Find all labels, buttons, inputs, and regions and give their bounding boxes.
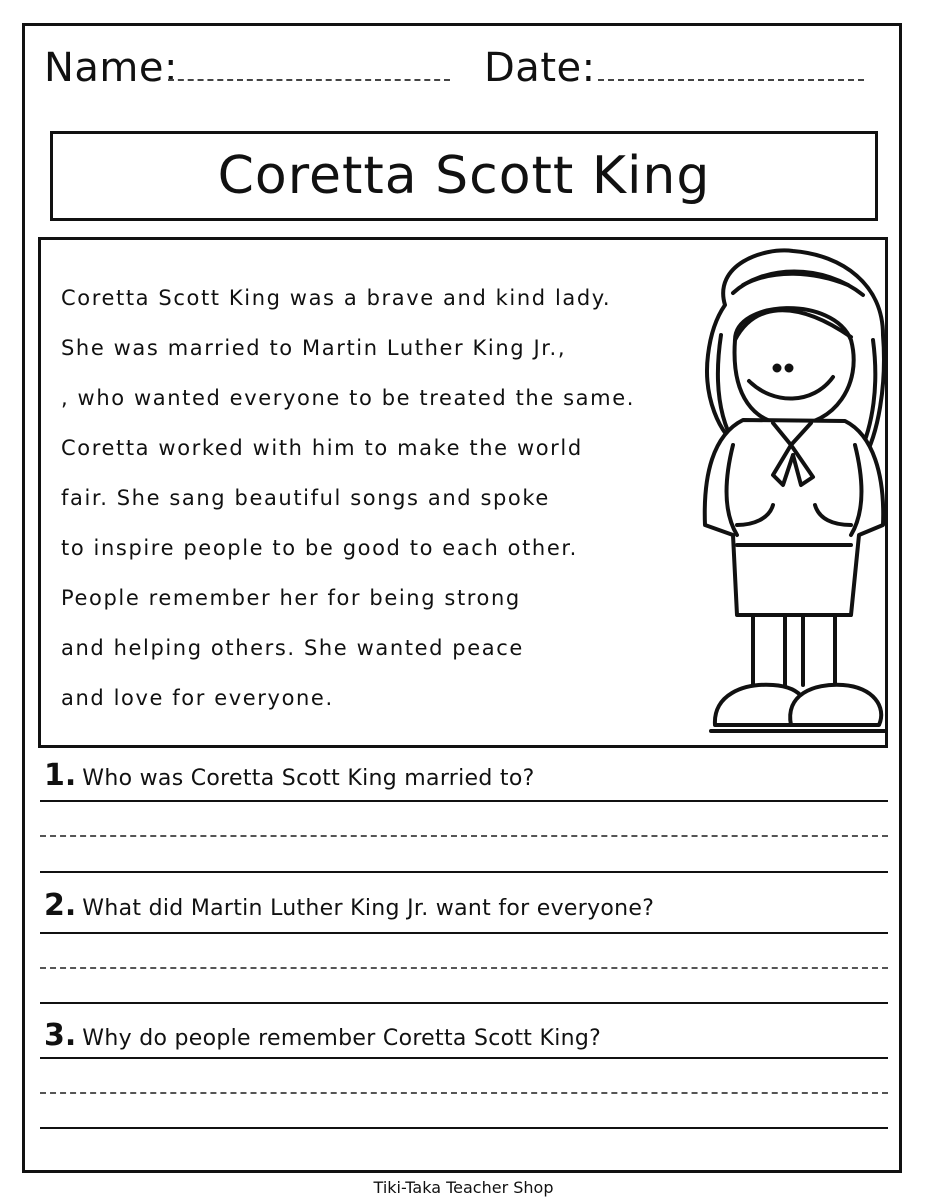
title-box	[50, 131, 878, 221]
passage-line: to inspire people to be good to each other.	[61, 536, 578, 560]
passage-line: and love for everyone.	[61, 686, 334, 710]
question-text: Why do people remember Coretta Scott King?	[82, 1026, 602, 1051]
passage-line: fair. She sang beautiful songs and spoke	[61, 486, 550, 510]
question-1	[44, 758, 535, 793]
answer-midline	[40, 835, 888, 837]
answer-line[interactable]	[40, 1057, 888, 1059]
question-number: 3.	[44, 1018, 77, 1053]
passage-line: and helping others. She wanted peace	[61, 636, 524, 660]
answer-midline	[40, 1092, 888, 1094]
answer-midline	[40, 967, 888, 969]
passage-line: Coretta Scott King was a brave and kind lady.	[61, 286, 612, 310]
date-label: Date:	[484, 45, 596, 91]
question-number: 1.	[44, 758, 77, 793]
question-text: What did Martin Luther King Jr. want for everyone?	[82, 896, 655, 921]
page-title: Coretta Scott King	[217, 146, 711, 206]
footer-credit: Tiki-Taka Teacher Shop	[373, 1178, 554, 1197]
answer-line[interactable]	[40, 932, 888, 934]
passage-box	[38, 237, 888, 748]
passage-line: She was married to Martin Luther King Jr.,	[61, 336, 567, 360]
name-label: Name:	[44, 45, 178, 91]
question-number: 2.	[44, 888, 77, 923]
answer-line[interactable]	[40, 800, 888, 802]
date-field[interactable]	[598, 79, 864, 81]
answer-baseline	[40, 871, 888, 873]
question-text: Who was Coretta Scott King married to?	[82, 766, 535, 791]
question-2	[44, 888, 654, 923]
girl-illustration	[673, 245, 889, 745]
answer-baseline	[40, 1002, 888, 1004]
passage-line: Coretta worked with him to make the world	[61, 436, 583, 460]
question-3	[44, 1018, 601, 1053]
answer-baseline	[40, 1127, 888, 1129]
passage-line: , who wanted everyone to be treated the same.	[61, 386, 635, 410]
passage-line: People remember her for being strong	[61, 586, 521, 610]
name-field[interactable]	[168, 79, 450, 81]
